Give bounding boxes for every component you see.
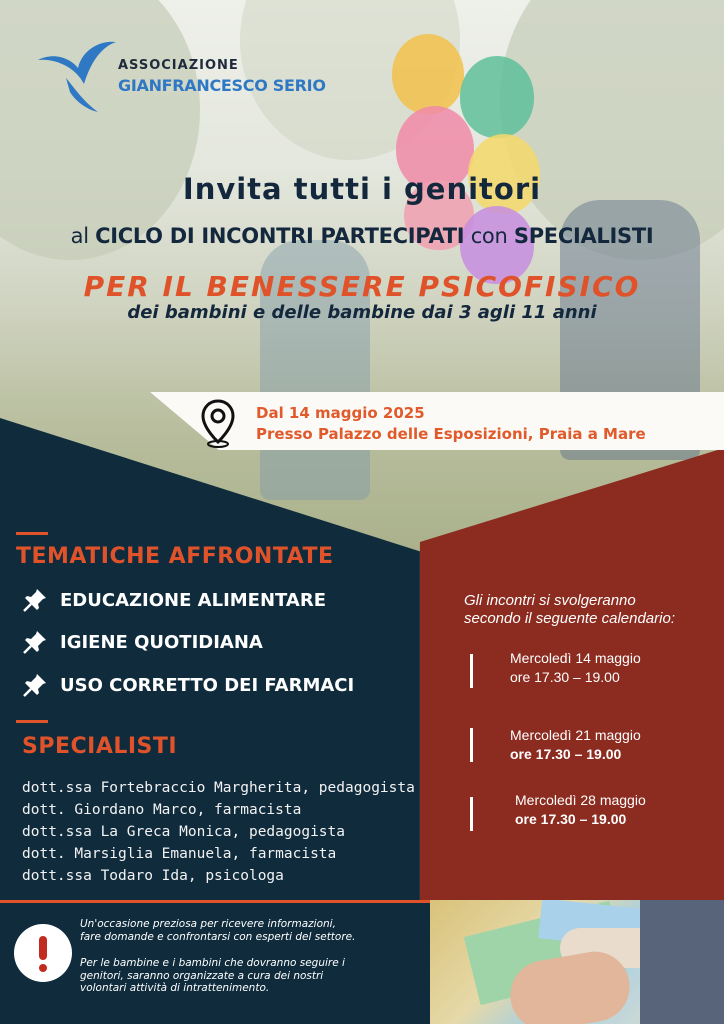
specialist-entry: dott.ssa Todaro Ida, psicologa <box>22 868 284 884</box>
topic-item <box>22 586 326 614</box>
calendar-intro <box>464 592 720 628</box>
pushpin-icon <box>22 629 48 655</box>
event-date: Dal 14 maggio 2025 <box>256 404 425 422</box>
logo-line1: ASSOCIAZIONE <box>118 58 239 73</box>
calendar-intro-line2: secondo il seguente calendario: <box>464 610 675 627</box>
session-time: ore 17.30 – 19.00 <box>515 811 627 827</box>
specialists-rule <box>16 720 48 723</box>
topic-label: USO CORRETTO DEI FARMACI <box>60 674 355 696</box>
specialist-entry: dott.ssa La Greca Monica, pedagogista <box>22 824 346 840</box>
specialist-entry: dott. Marsiglia Emanuela, farmacista <box>22 846 337 862</box>
invitation-subtitle <box>0 224 724 248</box>
topics-title: TEMATICHE AFFRONTATE <box>16 544 334 569</box>
specialist-entry: dott. Giordano Marco, farmacista <box>22 802 302 818</box>
logo-line2: GIANFRANCESCO SERIO <box>118 76 326 95</box>
location-pin-icon <box>200 398 236 448</box>
specialist-entry: dott.ssa Fortebraccio Margherita, pedagogista <box>22 780 415 796</box>
footer-p2-line1: Per le bambine e i bambini che dovranno seguire i <box>80 957 345 969</box>
specialists-title: SPECIALISTI <box>22 734 178 759</box>
session-time: ore 17.30 – 19.00 <box>510 746 622 762</box>
session-day: Mercoledì 21 maggio <box>510 727 641 743</box>
slogan: PER IL BENESSERE PSICOFISICO <box>83 270 641 303</box>
footer-p1-line1: Un'occasione preziosa per ricevere informazioni, <box>80 918 336 930</box>
subtitle-pre: al <box>70 224 96 248</box>
activity-photo <box>430 900 724 1024</box>
calendar-divider <box>470 654 473 688</box>
footer-p2-line3: volontari attività di intrattenimento. <box>80 982 270 994</box>
footer-p2-line2: genitori, saranno organizzate a cura dei nostri <box>80 969 324 982</box>
topic-label: EDUCAZIONE ALIMENTARE <box>60 589 327 611</box>
subtitle-bold1: CICLO DI INCONTRI PARTECIPATI <box>95 224 465 248</box>
footer-paragraph-2 <box>80 957 420 995</box>
topics-rule <box>16 532 48 535</box>
session-day: Mercoledì 28 maggio <box>515 792 646 808</box>
topic-label: IGIENE QUOTIDIANA <box>60 631 263 653</box>
subtitle-mid: con <box>464 224 514 248</box>
calendar-divider <box>470 797 473 831</box>
exclamation-icon <box>14 924 72 982</box>
bird-logo-icon <box>36 38 116 114</box>
event-place: Presso Palazzo delle Esposizioni, Praia a Mare <box>256 425 646 443</box>
session-day: Mercoledì 14 maggio <box>510 650 641 666</box>
subtitle-bold2: SPECIALISTI <box>513 224 654 248</box>
pushpin-icon <box>22 587 48 613</box>
pushpin-icon <box>22 672 48 698</box>
association-logo <box>36 38 336 118</box>
calendar-divider <box>470 728 473 762</box>
footer-paragraph-1 <box>80 918 420 943</box>
topic-item <box>22 671 354 699</box>
session-time: ore 17.30 – 19.00 <box>510 669 620 685</box>
calendar-intro-line1: Gli incontri si svolgeranno <box>464 592 636 609</box>
invitation-title: Invita tutti i genitori <box>182 172 542 206</box>
audience-line: dei bambini e delle bambine dai 3 agli 11 anni <box>127 302 597 323</box>
topic-item <box>22 628 263 656</box>
footer-p1-line2: fare domande e confrontarsi con esperti del settore. <box>80 930 356 943</box>
